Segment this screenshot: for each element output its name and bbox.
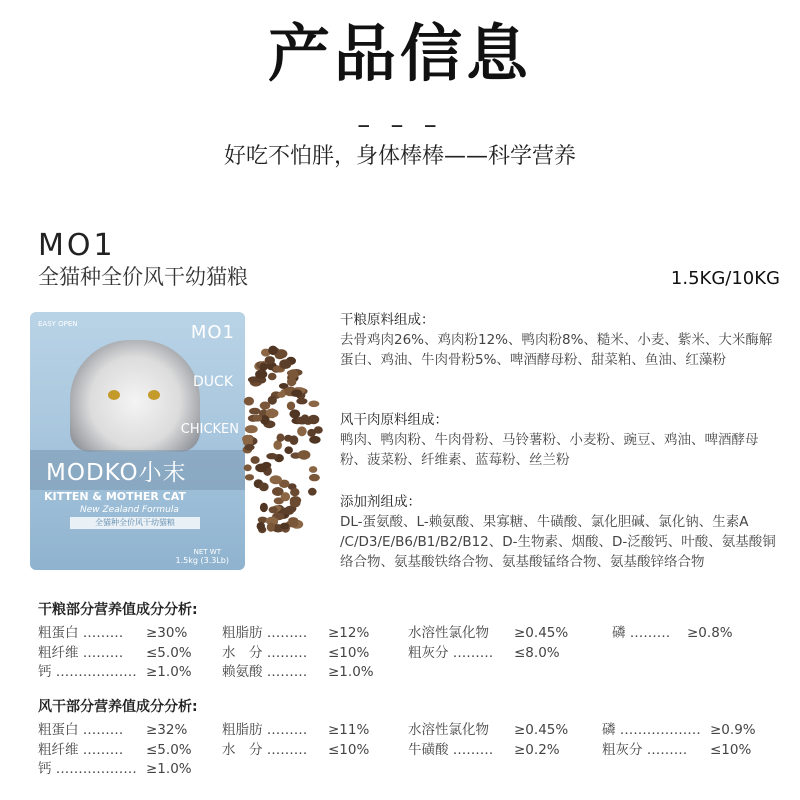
kibble-piece bbox=[290, 488, 299, 496]
bag-brand: MODKO小末 bbox=[46, 460, 187, 486]
kibble-piece bbox=[281, 492, 290, 501]
airdried-analysis-heading: 风干部分营养值成分分析: bbox=[38, 699, 198, 715]
dry-ingredients-heading: 干粮原料组成： bbox=[340, 312, 435, 328]
kibble-piece bbox=[277, 391, 285, 397]
product-code: MO1 bbox=[38, 228, 116, 263]
nutrient-label: 粗脂肪 ……… bbox=[222, 722, 308, 738]
kibble-piece bbox=[242, 435, 253, 444]
nutrient-label: 粗纤维 ……… bbox=[38, 644, 124, 661]
nutrient-value: ≥0.45% bbox=[514, 625, 569, 641]
nutrient-value: ≤5.0% bbox=[146, 644, 192, 661]
kibble-piece bbox=[280, 523, 289, 530]
nutrient-value: ≤5.0% bbox=[146, 741, 192, 758]
nutrient-label: 粗灰分 ……… bbox=[408, 644, 494, 661]
nutrient-label: 水 分 ……… bbox=[222, 741, 308, 758]
kibble-piece bbox=[260, 503, 268, 512]
nutrient-label: 粗纤维 ……… bbox=[38, 741, 124, 758]
kibble-piece bbox=[268, 346, 278, 355]
kibble-piece bbox=[245, 425, 258, 433]
kibble-piece bbox=[309, 436, 320, 444]
bag-kitten-label: KITTEN & MOTHER CAT bbox=[44, 490, 186, 503]
bag-easy-open: EASY OPEN bbox=[38, 320, 78, 328]
kibble-piece bbox=[279, 359, 291, 369]
kibble-piece bbox=[259, 483, 269, 492]
nutrient-value: ≥30% bbox=[146, 625, 188, 641]
kibble-piece bbox=[244, 397, 254, 406]
kibble-piece bbox=[245, 474, 254, 480]
kibble-piece bbox=[277, 434, 285, 442]
kibble-piece bbox=[244, 464, 252, 471]
bag-duck: DUCK bbox=[193, 374, 233, 390]
nutrient-label: 钙 ……………… bbox=[38, 761, 137, 777]
kibble-piece bbox=[251, 456, 260, 464]
nutrient-label: 水 分 ……… bbox=[222, 644, 308, 661]
kibble-piece bbox=[289, 409, 300, 418]
nutrient-value: ≥0.9% bbox=[710, 722, 756, 738]
kibble-piece bbox=[308, 415, 319, 424]
product-weight: 1.5KG/10KG bbox=[670, 268, 780, 289]
kibble-piece bbox=[287, 402, 295, 411]
kibble-piece bbox=[269, 506, 278, 513]
kibble-piece bbox=[301, 414, 310, 423]
bag-zh-label: 全猫种全价风干幼猫粮 bbox=[70, 517, 200, 529]
nutrient-label: 水溶性氯化物 bbox=[408, 625, 489, 641]
kibble-pile-image bbox=[238, 345, 336, 535]
nutrient-value: ≥1.0% bbox=[146, 664, 192, 680]
kibble-piece bbox=[287, 377, 296, 386]
kibble-piece bbox=[309, 466, 317, 473]
bag-weight: 1.5kg (3.3Lb) bbox=[175, 556, 229, 565]
nutrient-label: 赖氨酸 ……… bbox=[222, 664, 308, 680]
nutrient-value: ≤10% bbox=[328, 741, 370, 758]
kibble-piece bbox=[255, 370, 267, 379]
kibble-piece bbox=[260, 402, 271, 410]
nutrient-value: ≥12% bbox=[328, 625, 370, 641]
kibble-piece bbox=[308, 488, 317, 496]
product-bag-image bbox=[30, 312, 245, 570]
nutrient-label: 粗灰分 ……… bbox=[602, 741, 688, 758]
nutrient-label: 粗蛋白 ……… bbox=[38, 625, 124, 641]
page-subtitle: 好吃不怕胖，身体棒棒——科学营养 bbox=[223, 144, 576, 169]
bag-chicken: CHICKEN bbox=[180, 422, 239, 437]
kibble-piece bbox=[265, 356, 275, 364]
nutrient-value: ≥0.8% bbox=[687, 625, 733, 641]
kibble-piece bbox=[291, 389, 302, 397]
bag-code: MO1 bbox=[190, 322, 235, 343]
kibble-piece bbox=[266, 453, 277, 459]
kibble-piece bbox=[244, 444, 254, 451]
kibble-piece bbox=[309, 474, 320, 481]
page-title: 产品信息 bbox=[267, 17, 532, 90]
kibble-piece bbox=[298, 450, 311, 460]
kibble-piece bbox=[285, 506, 295, 515]
nutrient-label: 粗蛋白 ……… bbox=[38, 722, 124, 738]
kibble-piece bbox=[267, 523, 275, 532]
kibble-piece bbox=[290, 435, 299, 445]
kibble-piece bbox=[297, 426, 307, 436]
nutrient-label: 钙 ……………… bbox=[38, 664, 137, 680]
title-divider: – – – bbox=[357, 110, 443, 140]
bag-net-wt: NET WT bbox=[193, 548, 221, 556]
nutrient-value: ≥1.0% bbox=[146, 761, 192, 777]
nutrient-value: ≥0.45% bbox=[514, 722, 569, 738]
bag-nz-label: New Zealand Formula bbox=[80, 505, 179, 515]
nutrient-value: ≤10% bbox=[328, 644, 370, 661]
additives-heading: 添加剂组成： bbox=[340, 494, 421, 510]
nutrient-value: ≤8.0% bbox=[514, 644, 560, 661]
kibble-piece bbox=[307, 429, 316, 437]
nutrient-value: ≥32% bbox=[146, 722, 188, 738]
dry-ingredients-text: 去骨鸡肉26%、鸡肉粉12%、鸭肉粉8%、糙米、小麦、紫米、大米酶解蛋白、鸡油、牛肉骨粉5%、啤酒酵母粉、甜菜粕、鱼油、红藻粉 bbox=[340, 332, 773, 368]
nutrient-value: ≤10% bbox=[710, 741, 752, 758]
nutrient-label: 磷 ……………… bbox=[602, 722, 701, 738]
kibble-piece bbox=[253, 415, 263, 422]
kibble-piece bbox=[268, 373, 277, 380]
airdried-ingredients-heading: 风干肉原料组成： bbox=[340, 412, 448, 428]
dry-analysis-heading: 干粮部分营养值成分分析: bbox=[38, 602, 198, 618]
product-name: 全猫种全价风干幼猫粮 bbox=[38, 265, 248, 289]
nutrient-value: ≥1.0% bbox=[328, 664, 374, 680]
nutrient-label: 牛磺酸 ……… bbox=[408, 741, 494, 758]
kibble-piece bbox=[255, 464, 267, 473]
additives-text: DL-蛋氨酸、L-赖氨酸、果寡糖、牛磺酸、氯化胆碱、氯化钠、生素A /C/D3/E/B6/B1/B2/B12、D-生物素、烟酸、D-泛酸钙、叶酸、氨基酸铜络合物、氨基酸铁络合物、氨基酸锰络合物、氨基酸锌络合物 bbox=[340, 514, 776, 570]
airdried-ingredients-text: 鸭肉、鸭肉粉、牛肉骨粉、马铃薯粉、小麦粉、豌豆、鸡油、啤酒酵母粉、菠菜粉、纤维素、蓝莓粉、丝兰粉 bbox=[340, 432, 759, 468]
cat-eye-right bbox=[148, 390, 160, 400]
kibble-piece bbox=[270, 475, 282, 484]
nutrient-value: ≥11% bbox=[328, 722, 370, 738]
kibble-piece bbox=[249, 408, 260, 415]
cat-eye-left bbox=[108, 390, 120, 400]
kibble-piece bbox=[308, 401, 319, 408]
kibble-piece bbox=[284, 446, 293, 454]
nutrient-label: 粗脂肪 ……… bbox=[222, 625, 308, 641]
kibble-piece bbox=[257, 522, 265, 531]
nutrient-label: 磷 ……… bbox=[612, 625, 671, 641]
nutrient-value: ≥0.2% bbox=[514, 741, 560, 758]
kibble-piece bbox=[290, 496, 301, 504]
nutrient-label: 水溶性氯化物 bbox=[408, 722, 489, 738]
